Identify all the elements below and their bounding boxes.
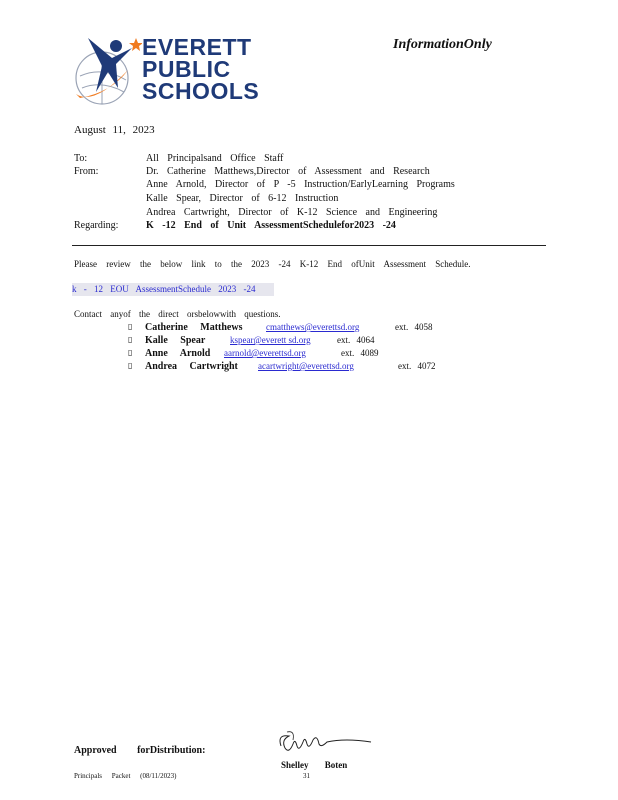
- contact-email-link[interactable]: aarnold@everettsd.org: [224, 348, 306, 358]
- from-label: From:: [74, 166, 99, 177]
- contact-email-link[interactable]: cmatthews@everettsd.org: [266, 322, 360, 332]
- memo-date: August 11, 2023: [74, 124, 155, 136]
- logo-line-everett: EVERETT: [142, 34, 252, 60]
- contact-ext: ext. 4089: [341, 348, 379, 358]
- memo-from-row-3: [74, 193, 544, 206]
- memo-to-row: [74, 153, 544, 166]
- contact-email-link[interactable]: kspear@everett sd.org: [230, 335, 311, 345]
- contact-name: Kalle Spear: [145, 335, 206, 346]
- runner-swoosh-icon: [72, 36, 142, 110]
- header-divider: [72, 245, 546, 246]
- memo-regarding-row: [74, 220, 544, 233]
- schedule-link[interactable]: k - 12 EOU AssessmentSchedule 2023 -24: [72, 283, 274, 296]
- review-instruction: Please review the below link to the 2023 -24 K-12 End ofUnit Assessment Schedule.: [74, 259, 471, 269]
- packet-footer: Principals Packet (08/11/2023): [74, 772, 177, 780]
- logo-wordmark: [142, 36, 259, 102]
- from-line: Kalle Spear, Director of 6-12 Instruction: [146, 193, 339, 204]
- bullet-icon: ▯: [128, 348, 133, 357]
- list-item: [128, 322, 548, 335]
- memo-from-row-2: [74, 179, 544, 192]
- approved-for-distribution: Approved forDistribution:: [74, 745, 206, 756]
- list-item: [128, 348, 548, 361]
- contact-email-link[interactable]: acartwright@everettsd.org: [258, 361, 354, 371]
- contact-intro: Contact anyof the direct orsbelowwith questions.: [74, 309, 281, 319]
- contact-ext: ext. 4058: [395, 322, 433, 332]
- signer-name: Shelley Boten: [281, 760, 348, 770]
- logo-line-schools: SCHOOLS: [142, 78, 260, 104]
- list-item: [128, 335, 548, 348]
- regarding-label: Regarding:: [74, 220, 119, 231]
- contact-name: Catherine Matthews: [145, 322, 243, 333]
- memo-from-row: [74, 166, 544, 179]
- bullet-icon: ▯: [128, 335, 133, 344]
- district-logo: [72, 34, 260, 110]
- memo-from-row-4: [74, 207, 544, 220]
- contact-ext: ext. 4064: [337, 335, 375, 345]
- contact-name: Anne Arnold: [145, 348, 211, 359]
- information-only-label: InformationOnly: [393, 37, 492, 52]
- contact-ext: ext. 4072: [398, 361, 436, 371]
- contact-name: Andrea Cartwright: [145, 361, 238, 372]
- from-line: Andrea Cartwright, Director of K-12 Science and Engineering: [146, 207, 438, 218]
- page-number: 31: [303, 772, 310, 780]
- to-value: All Principalsand Office Staff: [146, 153, 284, 164]
- list-item: [128, 361, 548, 374]
- regarding-value: K -12 End of Unit AssessmentSchedulefor2023 -24: [146, 220, 396, 231]
- signature-image: [275, 728, 375, 758]
- logo-line-public: PUBLIC: [142, 56, 231, 82]
- from-line: Anne Arnold, Director of P -5 Instruction/EarlyLearning Programs: [146, 179, 455, 190]
- bullet-icon: ▯: [128, 361, 133, 370]
- to-label: To:: [74, 153, 88, 164]
- from-line: Dr. Catherine Matthews,Director of Assessment and Research: [146, 166, 430, 177]
- bullet-icon: ▯: [128, 322, 133, 331]
